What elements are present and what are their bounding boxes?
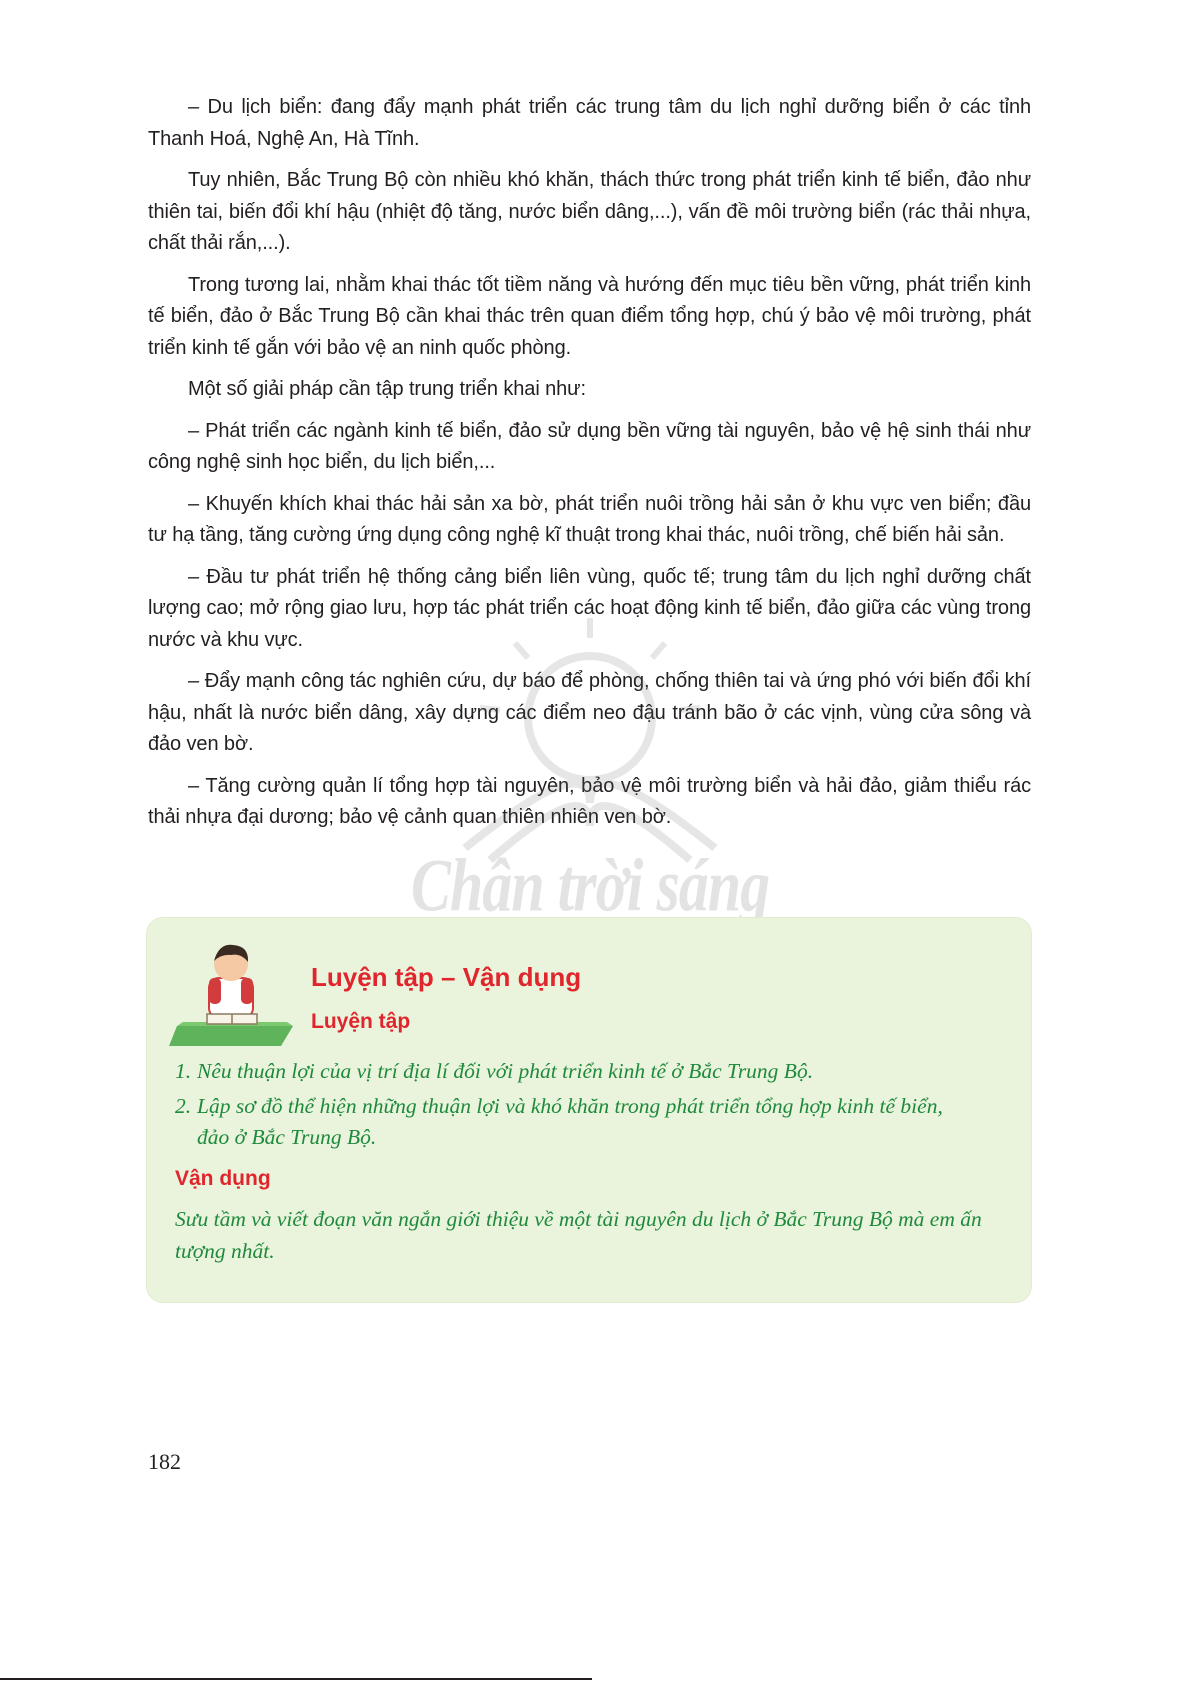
exercise-list bbox=[175, 1056, 975, 1157]
page-number: 182 bbox=[148, 1449, 181, 1474]
exercise-text: Nêu thuận lợi của vị trí địa lí đối với phát triển kinh tế ở Bắc Trung Bộ. bbox=[197, 1059, 814, 1083]
exercise-item bbox=[175, 1091, 975, 1154]
paragraph: Tuy nhiên, Bắc Trung Bộ còn nhiều khó khăn, thách thức trong phát triển kinh tế biển, đảo như thiên tai, biến đổi khí hậu (nhiệt độ tăng, nước biển dâng,...), vấn đề môi trường biển (rác thải nhựa, chất thải rắn,...). bbox=[148, 169, 1031, 254]
exercise-text: Lập sơ đồ thể hiện những thuận lợi và khó khăn trong phát triển tổng hợp kinh tế biển, đảo ở Bắc Trung Bộ. bbox=[197, 1093, 943, 1149]
exercise-item bbox=[175, 1056, 975, 1088]
body-text bbox=[148, 92, 1031, 844]
exercise-number: 2. bbox=[175, 1093, 192, 1118]
paragraph: – Đẩy mạnh công tác nghiên cứu, dự báo để phòng, chống thiên tai và ứng phó với biến đổi khí hậu, nhất là nước biển dâng, xây dựng các điểm neo đậu tránh bão ở các vịnh, vùng cửa sông và đảo ven bờ. bbox=[148, 670, 1031, 755]
practice-subtitle: Luyện tập bbox=[311, 1010, 411, 1033]
paragraph: Một số giải pháp cần tập trung triển khai như: bbox=[188, 378, 586, 400]
watermark-text: Chân trời sáng bbox=[410, 844, 770, 927]
paragraph: Trong tương lai, nhằm khai thác tốt tiềm năng và hướng đến mục tiêu bền vững, phát triển kinh tế biển, đảo ở Bắc Trung Bộ cần khai thác trên quan điểm tổng hợp, chú ý bảo vệ môi trường, phát triển kinh tế gắn với bảo vệ an ninh quốc phòng. bbox=[148, 273, 1031, 359]
bottom-rule bbox=[0, 1678, 592, 1680]
apply-title: Vận dụng bbox=[175, 1167, 271, 1190]
practice-title: Luyện tập – Vận dụng bbox=[311, 962, 582, 992]
apply-text: Sưu tầm và viết đoạn văn ngắn giới thiệu về một tài nguyên du lịch ở Bắc Trung Bộ mà em ấn tượng nhất. bbox=[175, 1207, 982, 1263]
paragraph: – Tăng cường quản lí tổng hợp tài nguyên, bảo vệ môi trường biển và hải đảo, giảm thiểu rác thải nhựa đại dương; bảo vệ cảnh quan thiên nhiên ven bờ. bbox=[148, 774, 1031, 828]
paragraph: – Đầu tư phát triển hệ thống cảng biển liên vùng, quốc tế; trung tâm du lịch nghỉ dưỡng chất lượng cao; mở rộng giao lưu, hợp tác phát triển các hoạt động kinh tế biển, đảo giữa các vùng trong nước và khu vực. bbox=[148, 565, 1031, 651]
practice-box bbox=[147, 918, 1031, 1302]
student-reading-icon bbox=[169, 934, 301, 1046]
exercise-number: 1. bbox=[175, 1059, 192, 1083]
paragraph: – Du lịch biển: đang đẩy mạnh phát triển các trung tâm du lịch nghỉ dưỡng biển ở các tỉnh Thanh Hoá, Nghệ An, Hà Tĩnh. bbox=[148, 96, 1031, 150]
paragraph: – Khuyến khích khai thác hải sản xa bờ, phát triển nuôi trồng hải sản ở khu vực ven biển; đầu tư hạ tầng, tăng cường ứng dụng công nghệ kĩ thuật trong khai thác, nuôi trồng, chế biến hải sản. bbox=[148, 492, 1031, 546]
paragraph: – Phát triển các ngành kinh tế biển, đảo sử dụng bền vững tài nguyên, bảo vệ hệ sinh thái như công nghệ sinh học biển, du lịch biển,... bbox=[148, 419, 1031, 473]
